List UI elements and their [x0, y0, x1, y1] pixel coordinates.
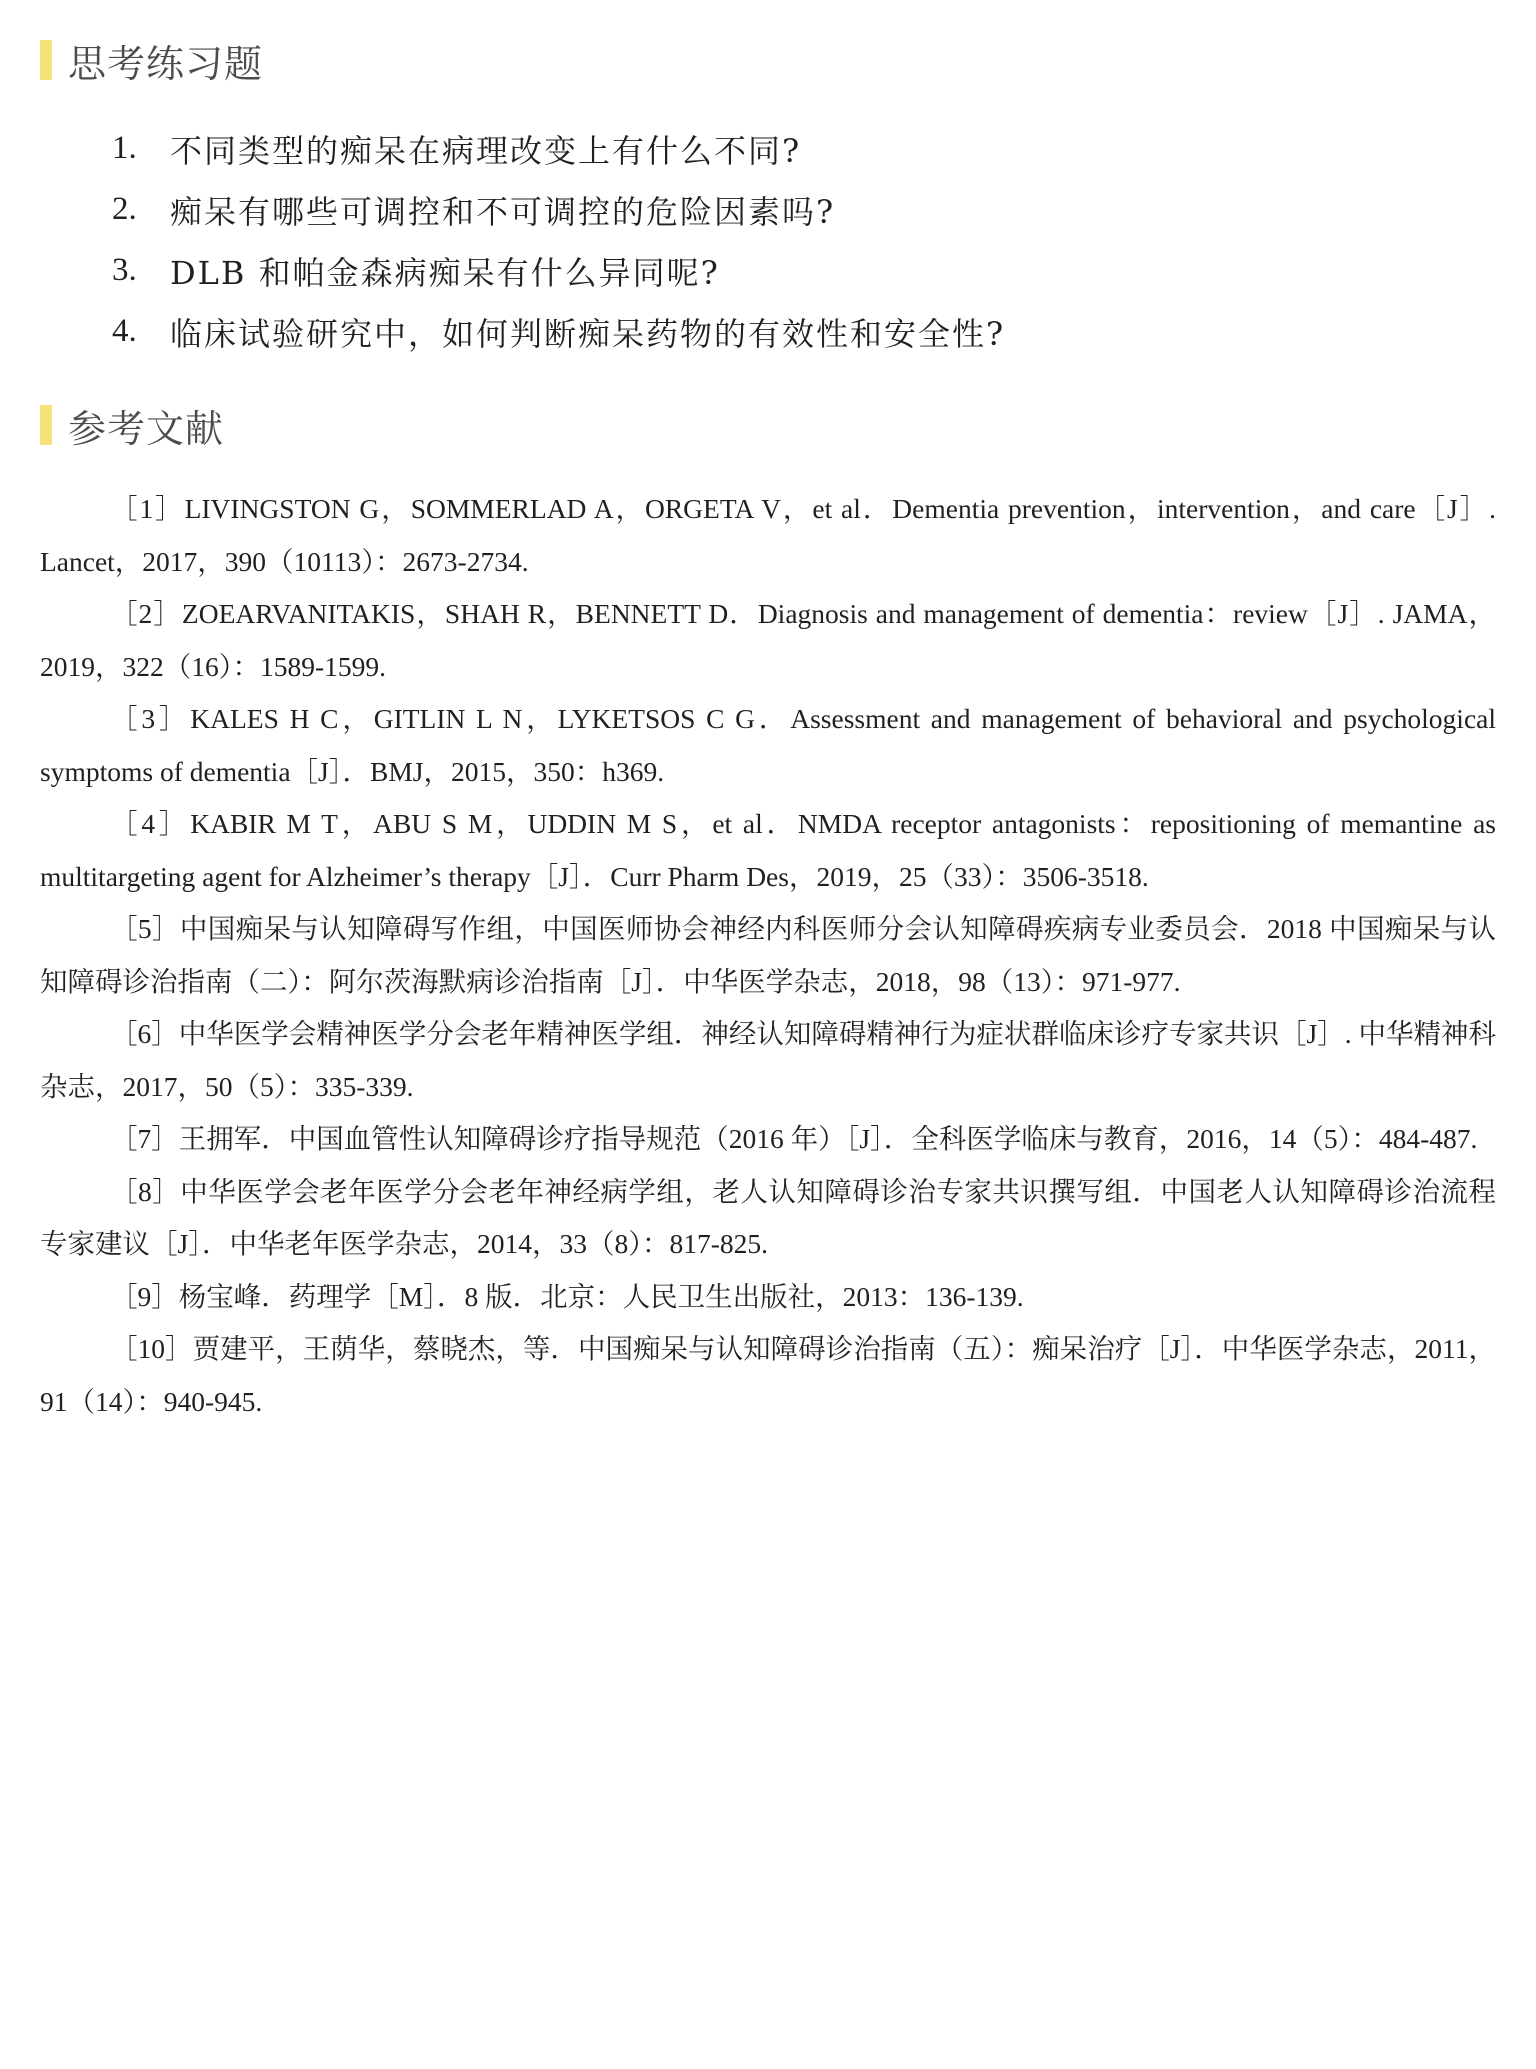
question-item [40, 179, 1005, 240]
reference-item: ［4］KABIR M T，ABU S M，UDDIN M S，et al．NMDA receptor antagonists：repositioning of memantine as multitargeting agent for Alzheimer’s therapy［J］．Curr Pharm Des，2019，25（33）：3506-3518. [40, 808, 1496, 892]
question-item [40, 301, 1005, 362]
question-text: DLB 和帕金森病痴呆有什么异同呢? [170, 253, 720, 292]
question-item [40, 118, 1005, 179]
reference-item: ［5］中国痴呆与认知障碍写作组，中国医师协会神经内科医师分会认知障碍疾病专业委员会．2018 中国痴呆与认知障碍诊治指南（二）：阿尔茨海默病诊治指南［J］．中华医学杂志，2018，98（13）：971-977. [40, 913, 1496, 997]
reference-item: ［3］KALES H C，GITLIN L N，LYKETSOS C G．Assessment and management of behavioral and psychological symptoms of dementia［J］．BMJ，2015，350：h369. [40, 703, 1496, 787]
reference-item: ［9］杨宝峰．药理学［M］．8 版．北京：人民卫生出版社，2013：136-139. [110, 1280, 1024, 1312]
reference-item: ［2］ZOEARVANITAKIS，SHAH R，BENNETT D．Diagnosis and management of dementia：review［J］. JAMA，2019，322（16）：1589-1599. [40, 598, 1496, 682]
exercise-heading [40, 30, 1496, 90]
reference-item: ［1］LIVINGSTON G，SOMMERLAD A，ORGETA V，et al．Dementia prevention，intervention，and care［J］. Lancet，2017，390（10113）：2673-2734. [40, 493, 1496, 577]
references-heading-text: 参考文献 [68, 406, 225, 451]
question-number: 3. [112, 252, 137, 288]
question-text: 痴呆有哪些可调控和不可调控的危险因素吗? [170, 192, 836, 231]
reference-item: ［8］中华医学会老年医学分会老年神经病学组，老人认知障碍诊治专家共识撰写组．中国老人认知障碍诊治流程专家建议［J］．中华老年医学杂志，2014，33（8）：817-825. [40, 1175, 1496, 1259]
question-number: 2. [112, 191, 137, 227]
references-heading [40, 395, 224, 455]
heading-accent-bar [40, 405, 52, 445]
question-text: 临床试验研究中，如何判断痴呆药物的有效性和安全性? [170, 314, 1006, 353]
reference-list [40, 483, 1496, 1428]
question-item [40, 240, 1005, 301]
heading-accent-bar [40, 40, 52, 80]
question-number: 4. [112, 313, 137, 349]
question-text: 不同类型的痴呆在病理改变上有什么不同? [170, 131, 802, 170]
reference-item: ［10］贾建平，王荫华，蔡晓杰，等．中国痴呆与认知障碍诊治指南（五）：痴呆治疗［J］．中华医学杂志，2011，91（14）：940-945. [40, 1333, 1496, 1417]
document-page [40, 0, 1496, 1417]
question-number: 1. [112, 130, 137, 166]
reference-item: ［6］中华医学会精神医学分会老年精神医学组．神经认知障碍精神行为症状群临床诊疗专家共识［J］. 中华精神科杂志，2017，50（5）：335-339. [40, 1018, 1496, 1102]
reference-item: ［7］王拥军．中国血管性认知障碍诊疗指导规范（2016 年）［J］．全科医学临床与教育，2016，14（5）：484-487. [110, 1123, 1478, 1154]
exercise-question-list [40, 118, 1005, 362]
exercise-heading-text: 思考练习题 [68, 41, 264, 86]
